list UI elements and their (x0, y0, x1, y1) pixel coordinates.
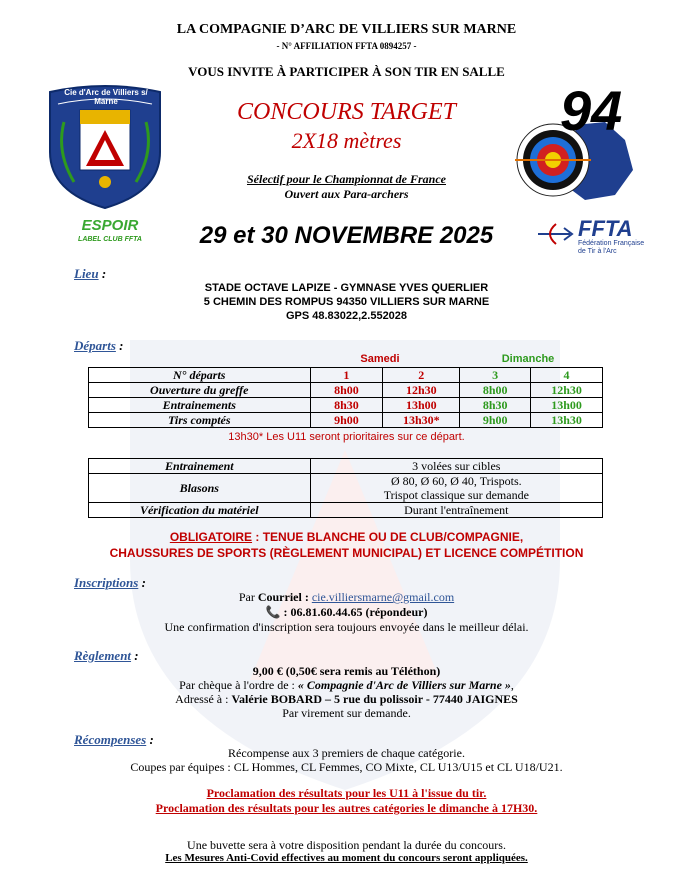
table-row (89, 398, 603, 413)
table-cell: 12h30 (531, 383, 603, 398)
affiliation: - N° AFFILIATION FFTA 0894257 - (276, 41, 417, 51)
recompenses-heading: Récompenses : (74, 732, 154, 747)
row-label: Tirs comptés (89, 413, 311, 428)
reglement-virement: Par virement sur demande. (282, 706, 411, 720)
contest-title: CONCOURS TARGET (237, 99, 456, 125)
footer-buvette: Une buvette sera à votre disposition pendant la durée du concours. (187, 838, 506, 852)
row-label: Blasons (89, 474, 311, 503)
departs-note: 13h30* Les U11 seront prioritaires sur ce départ. (228, 431, 465, 443)
reglement-address: Adressé à : Valérie BOBARD – 5 rue du polissoir - 77440 JAIGNES (175, 692, 518, 706)
table-cell: 1 (310, 368, 383, 383)
table-cell: 13h00 (531, 398, 603, 413)
obligatoire-line2: CHAUSSURES DE SPORTS (RÈGLEMENT MUNICIPAL) ET LICENCE COMPÉTITION (109, 546, 584, 560)
day-samedi: Samedi (360, 353, 400, 365)
lieu-gps: GPS 48.83022,2.552028 (285, 310, 408, 322)
table-cell: 9h00 (310, 413, 383, 428)
email-link[interactable]: cie.villiersmarne@gmail.com (311, 590, 455, 604)
table-cell (310, 474, 602, 503)
phone-icon: 📞 (265, 605, 281, 619)
departs-table (88, 367, 603, 428)
departs-heading: Départs : (74, 338, 124, 353)
lieu-heading: Lieu : (74, 266, 107, 281)
footer-covid: Les Mesures Anti-Covid effectives au moment du concours seront appliquées. (165, 852, 528, 864)
obligatoire-line1: OBLIGATOIRE : TENUE BLANCHE OU DE CLUB/COMPAGNIE, (169, 530, 524, 544)
table-cell: 4 (531, 368, 603, 383)
table-cell: 2 (383, 368, 460, 383)
label-club: LABEL CLUB FFTA (78, 236, 142, 243)
table-row (89, 413, 603, 428)
table-cell: 8h00 (310, 383, 383, 398)
table-cell: 3 (460, 368, 531, 383)
lieu-line1: STADE OCTAVE LAPIZE - GYMNASE YVES QUERLIER (204, 282, 489, 294)
recompenses-line2: Coupes par équipes : CL Hommes, CL Femmes, CO Mixte, CL U13/U15 et CL U18/U21. (130, 760, 563, 774)
espoir-label: ESPOIR (81, 217, 139, 234)
contest-date: 29 et 30 NOVEMBRE 2025 (199, 222, 494, 249)
table-cell: 13h30* (383, 413, 460, 428)
table-cell: 3 volées sur cibles (310, 459, 602, 474)
table-row (89, 459, 603, 474)
row-label: Vérification du matériel (89, 503, 311, 518)
para-text: Ouvert aux Para-archers (284, 187, 409, 201)
inscription-confirmation: Une confirmation d'inscription sera toujours envoyée dans le meilleur délai. (164, 620, 529, 634)
reglement-price: 9,00 € (0,50€ sera remis au Téléthon) (252, 664, 441, 678)
row-label: Entrainements (89, 398, 311, 413)
shield-text: Cie d'Arc de Villiers s/ Marne (64, 88, 148, 106)
table-row (89, 383, 603, 398)
reglement-cheque: Par chèque à l'ordre de : « Compagnie d'Arc de Villiers sur Marne », (179, 678, 514, 692)
table-cell: 8h30 (310, 398, 383, 413)
inscriptions-heading: Inscriptions : (74, 575, 146, 590)
row-label: N° départs (89, 368, 311, 383)
table-cell: 13h30 (531, 413, 603, 428)
table-cell: 9h00 (460, 413, 531, 428)
info-table (88, 458, 603, 518)
recompenses-line1: Récompense aux 3 premiers de chaque catégorie. (228, 746, 465, 760)
day-dimanche: Dimanche (501, 353, 555, 365)
inscription-email-line: Par Courriel : cie.villiersmarne@gmail.com (238, 590, 455, 604)
ffta-arrow-icon (536, 222, 576, 246)
table-cell: 13h00 (383, 398, 460, 413)
table-row (89, 503, 603, 518)
table-cell: Durant l'entraînement (310, 503, 602, 518)
table-row (89, 368, 603, 383)
ffta-logo-text: FFTA (578, 216, 633, 241)
invite-text: VOUS INVITE À PARTICIPER À SON TIR EN SALLE (188, 64, 505, 79)
row-label: Entrainement (89, 459, 311, 474)
blasons-value2: Trispot classique sur demande (383, 488, 529, 502)
lieu-line2: 5 CHEMIN DES ROMPUS 94350 VILLIERS SUR MARNE (203, 296, 490, 308)
ffta-sub2: de Tir à l'Arc (578, 248, 617, 255)
contest-distance: 2X18 mètres (291, 128, 402, 153)
inscription-phone-line: 📞 : 06.81.60.44.65 (répondeur) (265, 605, 428, 619)
table-cell: 8h00 (460, 383, 531, 398)
blasons-value1: Ø 80, Ø 60, Ø 40, Trispots. (390, 474, 522, 488)
table-cell: 12h30 (383, 383, 460, 398)
table-cell: 8h30 (460, 398, 531, 413)
proclamation-line2: Proclamation des résultats pour les autres catégories le dimanche à 17H30. (155, 801, 538, 815)
selectif-text: Sélectif pour le Championnat de France (246, 172, 446, 186)
dept-number: 94 (560, 79, 623, 142)
reglement-heading: Règlement : (74, 648, 139, 663)
club-name: LA COMPAGNIE D’ARC DE VILLIERS SUR MARNE (176, 22, 517, 37)
row-label: Ouverture du greffe (89, 383, 311, 398)
table-row (89, 474, 603, 503)
proclamation-line1: Proclamation des résultats pour les U11 à l'issue du tir. (206, 786, 487, 800)
ffta-sub1: Fédération Française (578, 240, 645, 247)
